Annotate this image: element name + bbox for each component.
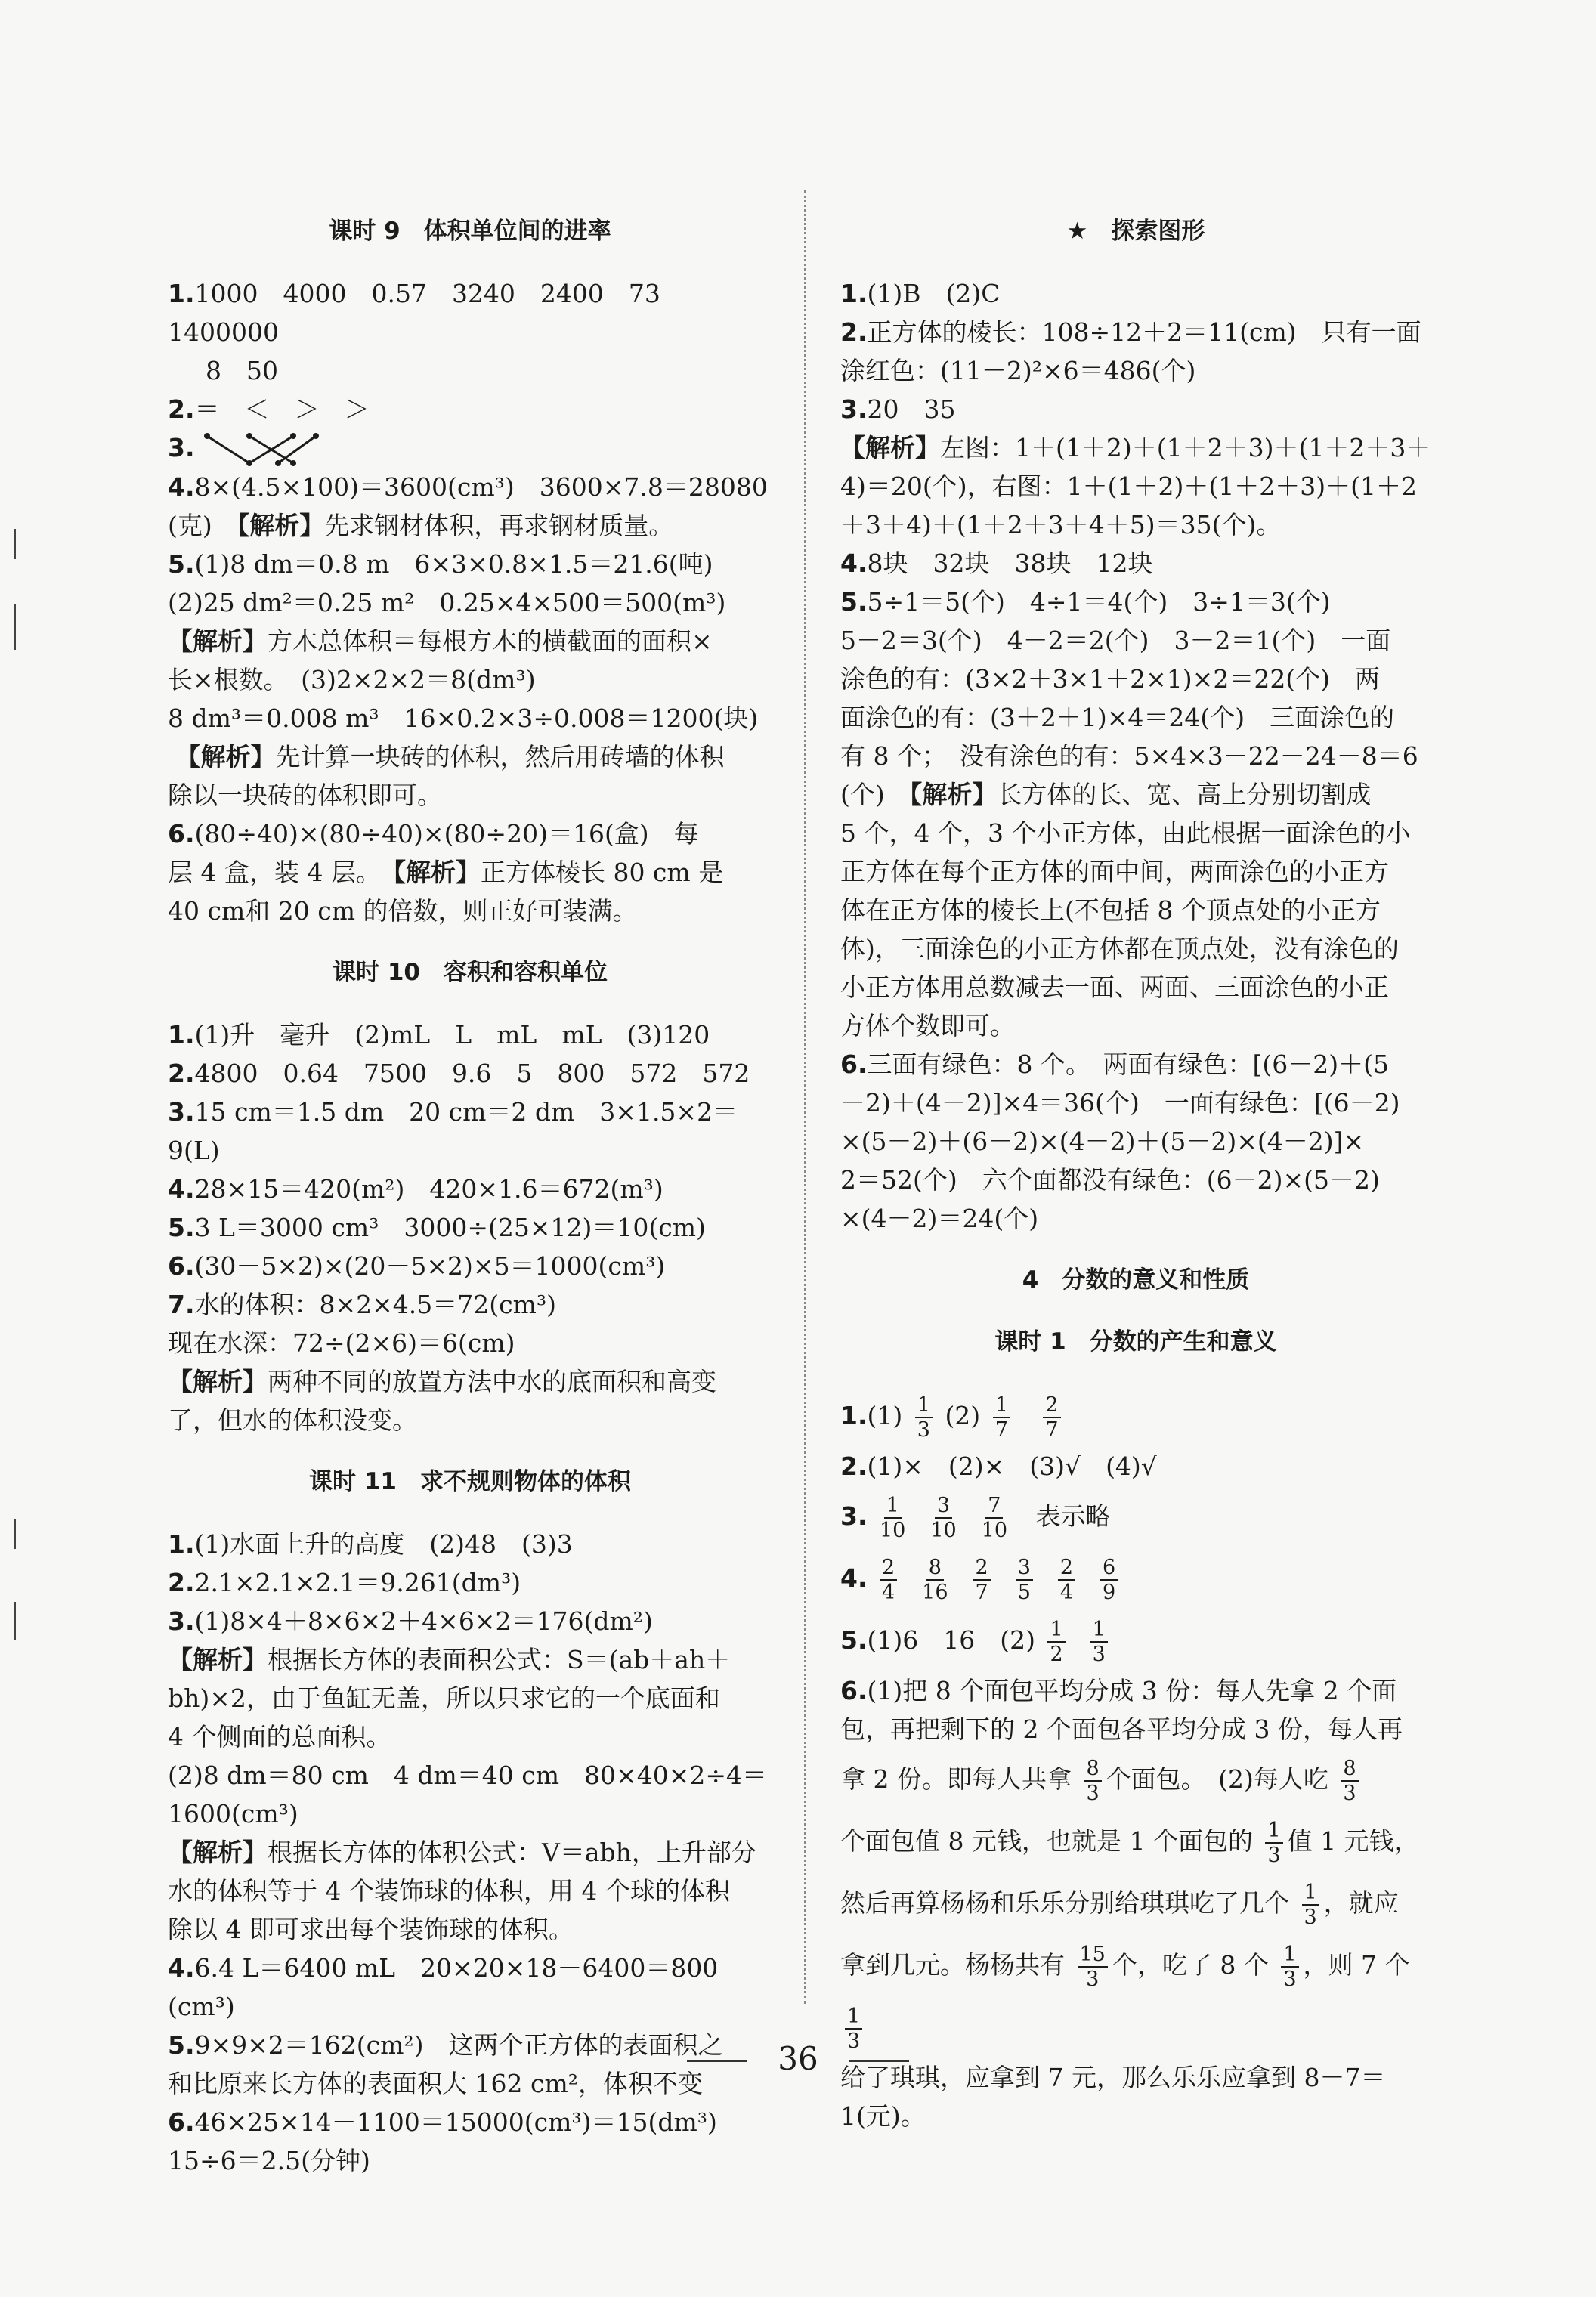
answer-6: 6.(30－5×2)×(20－5×2)×5＝1000(cm³) [168,1251,666,1281]
answer-7-line4: 了，但水的体积没变。 [168,1405,417,1435]
section-title: 课时 11 求不规则物体的体积 [309,1468,631,1495]
answer-7: 7.水的体积：8×2×4.5＝72(cm³) [168,1290,557,1319]
answer-5-line4: 长×根数。 (3)2×2×2＝8(dm³) [168,665,536,694]
answer-6-line4: 个面包值 8 元钱，也就是 1 个面包的 $\frac{1}{3}$ 值 1 元钱， [840,1819,1419,1867]
answer-6-line2: 包，再把剩下的 2 个面包各平均分成 3 份，每人再 [840,1714,1403,1744]
section-title: ★ 探索图形 [1066,218,1205,245]
answer-4: 4.6.4 L＝6400 mL 20×20×18－6400＝800 [168,1953,719,1983]
section-title: 课时 1 分数的产生和意义 [994,1328,1277,1356]
answer-3: 3.20 35 [840,394,956,424]
answer-3-line2: 【解析】左图：1＋(1＋2)＋(1＋2＋3)＋(1＋2＋3＋ [840,433,1431,462]
answer-5-line5: 有 8 个； 没有涂色的有：5×4×3－22－24－8＝6 [840,741,1418,771]
answer-3: 3. $\frac{1}{10}$ $\frac{3}{10}$ $\frac{7}{10}$ 表示略 [840,1494,1111,1542]
answer-4: 4.28×15＝420(m²) 420×1.6＝672(m³) [168,1174,663,1204]
fraction: $\frac{2}{7}$ [973,1556,991,1604]
right-column [840,189,1431,2135]
answer-5: 5.5÷1＝5(个) 4÷1＝4(个) 3÷1＝3(个) [840,587,1331,617]
answer-2-line2: 涂红色：(11－2)²×6＝486(个) [840,356,1196,385]
answer-6: 6.(1)把 8 个面包平均分成 3 份：每人先拿 2 个面 [840,1676,1397,1705]
left-column [168,189,772,2180]
margin-mark [14,1602,16,1640]
fraction: $\frac{2}{4}$ [880,1556,897,1604]
answer-5: 5.3 L＝3000 cm³ 3000÷(25×12)＝10(cm) [168,1213,706,1242]
answer-7-line3: 【解析】两种不同的放置方法中水的底面积和高变 [168,1367,716,1396]
answer-1: 1.1000 4000 0.57 3240 2400 73 1400000 [168,279,685,347]
answer-3-line4: ＋3＋4)＋(1＋2＋3＋4＋5)＝35(个)。 [840,510,1282,539]
margin-mark [14,1519,16,1549]
answer-3: 3.15 cm＝1.5 dm 20 cm＝2 dm 3×1.5×2＝9(L) [168,1097,738,1165]
answer-5-line3: 【解析】方木总体积＝每根方木的横截面的面积× [168,626,713,656]
answer-1: 1.(1)水面上升的高度 (2)48 (3)3 [168,1529,573,1559]
answer-3-line9: 除以 4 即可求出每个装饰球的体积。 [168,1915,574,1944]
answer-7-line2: 现在水深：72÷(2×6)＝6(cm) [168,1328,515,1358]
page-number: 36 [0,2040,1596,2077]
answer-3-line8: 水的体积等于 4 个装饰球的体积，用 4 个球的体积 [168,1876,730,1906]
answer-6-line6: 拿到几元。杨杨共有 $\frac{15}{3}$ 个，吃了 8 个 $\frac{1}{3}$ ，则 7 个 $\frac{1}{3}$ [840,1943,1410,2053]
fraction: $\frac{1}{3}$ [915,1393,933,1442]
page-number-dash [849,2060,909,2062]
fraction: $\frac{6}{9}$ [1100,1556,1118,1604]
answer-2: 2.＝ ＜ ＞ ＞ [168,394,370,424]
margin-mark [14,604,16,650]
answer-3: 3. [168,428,772,468]
answer-6-line2: －2)＋(4－2)]×4＝36(个) 一面有绿色：[(6－2) [840,1088,1400,1118]
answer-5: 5.(1)8 dm＝0.8 m 6×3×0.8×1.5＝21.6(吨) [168,549,713,579]
answer-5-line11: 小正方体用总数减去一面、两面、三面涂色的小正 [840,972,1389,1002]
answer-6: 6.46×25×14－1100＝15000(cm³)＝15(dm³) [168,2107,717,2137]
fraction: $\frac{1}{10}$ [880,1494,906,1542]
answer-6-line3: 40 cm和 20 cm 的倍数，则正好可装满。 [168,896,638,926]
answer-6-line5: ×(4－2)＝24(个) [840,1204,1039,1233]
fraction: $\frac{8}{16}$ [922,1556,948,1604]
fraction: $\frac{1}{2}$ [1047,1618,1065,1666]
answer-2: 2.(1)× (2)× (3)√ (4)√ [840,1451,1157,1481]
answer-5-line3: 涂色的有：(3×2＋3×1＋2×1)×2＝22(个) 两 [840,664,1381,694]
answer-1: 1.(1) $\frac{1}{3}$ (2) $\frac{1}{7}$ $\frac{2}{7}$ [840,1385,1431,1447]
answer-3-line7: 【解析】根据长方体的体积公式：V＝abh，上升部分 [168,1838,756,1867]
answer-4-line2: (cm³) [168,1992,235,2021]
answer-5-line7: 5 个，4 个，3 个小正方体，由此根据一面涂色的小 [840,818,1411,848]
section-title: 课时 9 体积单位间的进率 [329,218,611,245]
section-title: 课时 10 容积和容积单位 [332,959,608,986]
answer-3-line6: 1600(cm³) [168,1799,298,1829]
answer-4: 4.8×(4.5×100)＝3600(cm³) 3600×7.8＝28080 [168,472,768,502]
answer-1-cont: 8 50 [206,356,278,385]
answer-4: 4.8块 32块 38块 12块 [840,549,1153,578]
answer-5-line8: 正方体在每个正方体的面中间，两面涂色的小正方 [840,857,1389,886]
answer-6-line4: 2＝52(个) 六个面都没有绿色：(6－2)×(5－2) [840,1165,1380,1195]
matching-lines-diagram [203,431,339,468]
answer-3-line3: bh)×2，由于鱼缸无盖，所以只求它的一个底面和 [168,1683,720,1713]
answer-5-line5: 8 dm³＝0.008 m³ 16×0.2×3÷0.008＝1200(块) [168,703,759,733]
answer-5-line12: 方体个数即可。 [840,1011,1015,1040]
fraction: $\frac{8}{3}$ [1341,1757,1358,1805]
answer-5-line10: 体)，三面涂色的小正方体都在顶点处，没有涂色的 [840,934,1399,963]
answer-6-line3: ×(5－2)＋(6－2)×(4－2)＋(5－2)×(4－2)]× [840,1127,1365,1156]
fraction: $\frac{1}{7}$ [993,1393,1010,1442]
answer-5: 5.9×9×2＝162(cm²) 这两个正方体的表面积之 [168,2030,723,2060]
answer-2: 2.4800 0.64 7500 9.6 5 800 572 572 [168,1059,750,1088]
answer-5-line2: (2)25 dm²＝0.25 m² 0.25×4×500＝500(m³) [168,588,726,617]
answer-5-line7: 除以一块砖的体积即可。 [168,781,442,810]
answer-6-line2: 15÷6＝2.5(分钟) [168,2146,370,2175]
fraction: $\frac{1}{3}$ [1265,1819,1282,1867]
unit-title: 4 分数的意义和性质 [1022,1266,1250,1294]
answer-4: 4. $\frac{2}{4}$ $\frac{8}{16}$ $\frac{2}{7}$ $\frac{3}{5}$ $\frac{2}{4}$ $\frac{6}{9}$ [840,1547,1431,1609]
answer-5: 5.(1)6 16 (2) $\frac{1}{2}$ $\frac{1}{3}$ [840,1609,1431,1671]
answer-3: 3.(1)8×4＋8×6×2＋4×6×2＝176(dm²) [168,1606,653,1636]
answer-3-line4: 4 个侧面的总面积。 [168,1722,391,1751]
answer-6: 6.三面有绿色：8 个。 两面有绿色：[(6－2)＋(5 [840,1050,1389,1079]
fraction: $\frac{2}{7}$ [1043,1393,1060,1442]
answer-5-line4: 面涂色的有：(3＋2＋1)×4＝24(个) 三面涂色的 [840,703,1395,732]
answer-1: 1.(1)升 毫升 (2)mL L mL mL (3)120 [168,1020,710,1050]
answer-3-line2: 【解析】根据长方体的表面积公式：S＝(ab＋ah＋ [168,1645,731,1674]
answer-5-line6: 【解析】先计算一块砖的体积，然后用砖墙的体积 [175,742,725,771]
fraction: $\frac{2}{4}$ [1058,1556,1075,1604]
answer-5-line2: 5－2＝3(个) 4－2＝2(个) 3－2＝1(个) 一面 [840,626,1391,655]
fraction: $\frac{7}{10}$ [981,1494,1008,1542]
fraction: $\frac{1}{3}$ [1090,1618,1108,1666]
page-number-dash [687,2060,747,2062]
answer-1: 1.(1)B (2)C [840,279,1001,308]
answer-2: 2.2.1×2.1×2.1＝9.261(dm³) [168,1568,521,1597]
answer-4-cont: (克) 【解析】先求钢材体积，再求钢材质量。 [168,511,674,540]
column-divider [804,190,806,2004]
margin-mark [14,529,16,559]
answer-6-line5: 然后再算杨杨和乐乐分别给琪琪吃了几个 $\frac{1}{3}$ ，就应 [840,1881,1399,1929]
answer-3-line5: (2)8 dm＝80 cm 4 dm＝40 cm 80×40×2÷4＝ [168,1761,767,1790]
answer-5-line2: 和比原来长方体的表面积大 162 cm²，体积不变 [168,2069,703,2098]
answer-3-line3: 4)＝20(个)，右图：1＋(1＋2)＋(1＋2＋3)＋(1＋2 [840,471,1417,501]
fraction: $\frac{15}{3}$ [1078,1943,1108,1991]
fraction: $\frac{3}{10}$ [930,1494,957,1542]
answer-6-line7: 给了琪琪，应拿到 7 元，那么乐乐应拿到 8－7＝1(元)。 [840,2063,1386,2131]
fraction: $\frac{8}{3}$ [1084,1757,1101,1805]
fraction: $\frac{1}{3}$ [1281,1943,1298,1991]
answer-5-line9: 体在正方体的棱长上(不包括 8 个顶点处的小正方 [840,895,1381,925]
fraction: $\frac{1}{3}$ [1302,1881,1319,1929]
answer-6: 6.(80÷40)×(80÷40)×(80÷20)＝16(盒) 每 [168,819,699,849]
answer-6-line3: 拿 2 份。即每人共拿 $\frac{8}{3}$ 个面包。 (2)每人吃 $\frac{8}{3}$ [840,1748,1431,1810]
fraction: $\frac{3}{5}$ [1016,1556,1033,1604]
answer-5-line6: (个) 【解析】长方体的长、宽、高上分别切割成 [840,780,1372,809]
answer-6-line2: 层 4 盒，装 4 层。 【解析】正方体棱长 80 cm 是 [168,858,724,887]
fraction: $\frac{1}{3}$ [845,2005,862,2053]
answer-2: 2.正方体的棱长：108÷12＋2＝11(cm) 只有一面 [840,317,1421,347]
